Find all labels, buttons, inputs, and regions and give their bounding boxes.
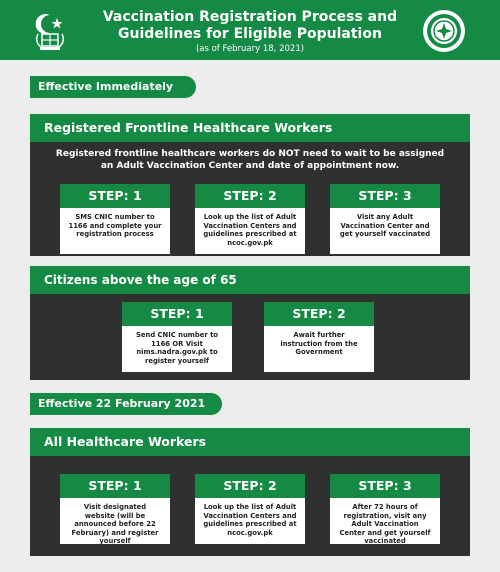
all-healthcare-workers-panel: [30, 428, 470, 556]
state-emblem-icon: [30, 12, 70, 52]
step-label: STEP: 3: [330, 474, 440, 498]
effective-22-february-tab: Effective 22 February 2021: [30, 393, 222, 415]
frontline-step-2: [195, 184, 305, 254]
step-text: After 72 hours of registration, visit any Adult Vaccination Center and get yourself vaccinated: [330, 498, 440, 544]
step-label: STEP: 2: [195, 184, 305, 208]
frontline-step-1: [60, 184, 170, 254]
frontline-step-3: [330, 184, 440, 254]
healthcare-step-1: [60, 474, 170, 544]
citizens-step-2: [264, 302, 374, 372]
title-line-2: Guidelines for Eligible Population: [118, 26, 382, 42]
all-healthcare-workers-title: All Healthcare Workers: [30, 428, 470, 456]
page-subtitle: (as of February 18, 2021): [195, 44, 305, 54]
effective-immediately-tab: Effective Immediately: [30, 76, 196, 98]
ministry-seal-icon: [422, 9, 466, 53]
healthcare-step-3: [330, 474, 440, 544]
step-text: Look up the list of Adult Vaccination Centers and guidelines prescribed at ncoc.gov.pk: [195, 498, 305, 544]
title-line-1: Vaccination Registration Process and: [102, 9, 398, 25]
step-label: STEP: 1: [122, 302, 232, 326]
step-text: Send CNIC number to 1166 OR Visit nims.nadra.gov.pk to register yourself: [122, 326, 232, 372]
citizens-step-1: [122, 302, 232, 372]
frontline-note-line-2: an Adult Vaccination Center and date of appointment now.: [100, 161, 400, 171]
step-text: Visit designated website (will be announced before 22 February) and register yourself: [60, 498, 170, 544]
healthcare-step-2: [195, 474, 305, 544]
step-text: Look up the list of Adult Vaccination Centers and guidelines prescribed at ncoc.gov.pk: [195, 208, 305, 254]
step-text: SMS CNIC number to 1166 and complete your registration process: [60, 208, 170, 254]
step-text: Await further instruction from the Government: [264, 326, 374, 372]
step-label: STEP: 2: [264, 302, 374, 326]
citizens-65-panel: [30, 266, 470, 380]
frontline-workers-panel: [30, 114, 470, 256]
step-label: STEP: 3: [330, 184, 440, 208]
step-label: STEP: 1: [60, 474, 170, 498]
header-banner: [0, 0, 500, 60]
page-title: [80, 9, 420, 43]
frontline-workers-title: Registered Frontline Healthcare Workers: [30, 114, 470, 142]
frontline-note: [30, 148, 470, 172]
step-label: STEP: 2: [195, 474, 305, 498]
step-label: STEP: 1: [60, 184, 170, 208]
step-text: Visit any Adult Vaccination Center and get yourself vaccinated: [330, 208, 440, 254]
citizens-65-title: Citizens above the age of 65: [30, 266, 470, 294]
frontline-note-line-1: Registered frontline healthcare workers do NOT need to wait to be assigned: [55, 149, 445, 159]
